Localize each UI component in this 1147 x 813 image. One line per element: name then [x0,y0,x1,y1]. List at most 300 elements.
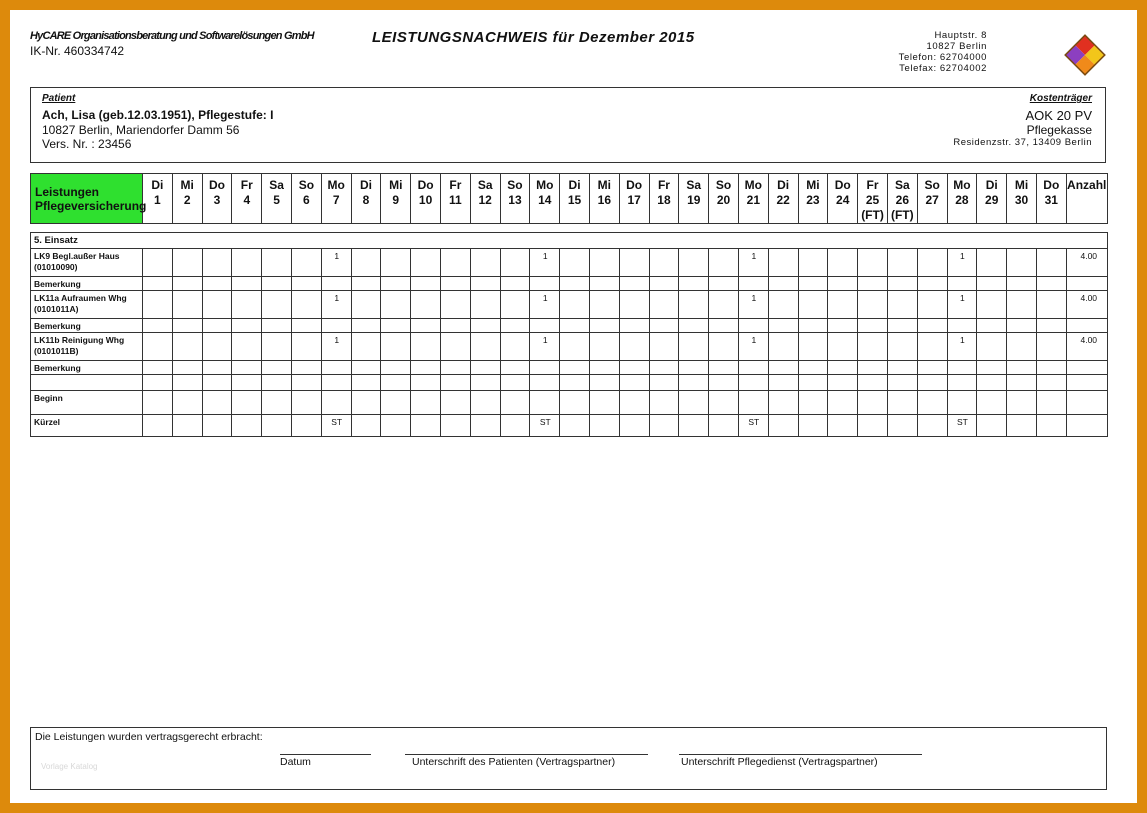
day-cell[interactable] [1036,375,1066,391]
day-cell[interactable] [172,319,202,333]
day-cell[interactable] [977,249,1007,277]
day-cell[interactable] [143,249,173,277]
day-cell[interactable] [858,333,888,361]
day-cell[interactable] [947,391,977,415]
day-cell[interactable] [887,361,917,375]
day-cell[interactable] [143,391,173,415]
day-cell[interactable] [262,361,292,375]
day-cell[interactable] [679,249,709,277]
day-cell[interactable] [560,415,590,437]
weekday-label: Sa [686,178,702,192]
day-cell[interactable] [381,361,411,375]
day-cell[interactable] [768,361,798,375]
day-cell[interactable] [440,319,470,333]
watermark-text: Vorlage Katalog [41,762,98,771]
day-cell[interactable] [1007,291,1037,319]
day-cell[interactable] [858,415,888,437]
day-cell[interactable] [172,361,202,375]
day-number: 25 [865,193,880,207]
day-cell[interactable] [917,291,947,319]
day-cell[interactable]: 1 [530,291,560,319]
day-cell[interactable] [143,277,173,291]
day-cell[interactable] [619,277,649,291]
day-cell[interactable] [470,361,500,375]
day-cell[interactable] [828,391,858,415]
day-cell[interactable] [232,291,262,319]
day-cell[interactable] [887,291,917,319]
day-cell[interactable] [440,375,470,391]
table-row [31,291,1108,319]
day-cell[interactable] [500,277,530,291]
day-cell[interactable] [321,277,351,291]
day-cell[interactable] [738,277,768,291]
day-cell[interactable] [619,249,649,277]
day-cell[interactable]: ST [947,415,977,437]
day-cell[interactable] [351,391,381,415]
day-cell[interactable] [947,277,977,291]
day-cell[interactable] [828,375,858,391]
day-cell[interactable] [768,277,798,291]
day-cell[interactable] [798,249,828,277]
day-cell[interactable] [828,415,858,437]
day-cell[interactable] [679,415,709,437]
day-cell[interactable] [1007,319,1037,333]
day-cell[interactable] [202,333,232,361]
day-cell[interactable] [619,361,649,375]
day-cell[interactable] [619,415,649,437]
day-cell[interactable] [1007,333,1037,361]
day-cell[interactable] [1007,415,1037,437]
day-cell[interactable] [887,415,917,437]
day-cell[interactable] [351,277,381,291]
day-cell[interactable] [232,391,262,415]
day-cell[interactable] [709,277,739,291]
day-cell[interactable] [768,391,798,415]
day-cell[interactable] [560,277,590,291]
day-cell[interactable] [470,277,500,291]
day-cell[interactable] [858,319,888,333]
day-cell[interactable] [887,391,917,415]
day-cell[interactable] [440,277,470,291]
day-cell[interactable] [977,361,1007,375]
day-cell[interactable] [440,391,470,415]
day-cell[interactable] [291,375,321,391]
day-cell[interactable] [262,277,292,291]
day-cell[interactable] [649,391,679,415]
day-cell[interactable] [738,319,768,333]
day-cell[interactable] [1007,277,1037,291]
day-cell[interactable] [1036,333,1066,361]
day-cell[interactable] [828,277,858,291]
day-cell[interactable]: 1 [738,291,768,319]
day-cell[interactable] [500,249,530,277]
day-cell[interactable] [411,319,441,333]
day-cell[interactable] [202,249,232,277]
day-cell[interactable] [649,277,679,291]
day-cell[interactable] [440,415,470,437]
day-cell[interactable]: ST [738,415,768,437]
day-cell[interactable] [291,291,321,319]
day-cell[interactable] [411,249,441,277]
day-cell[interactable] [619,319,649,333]
day-cell[interactable] [798,391,828,415]
day-cell[interactable] [381,391,411,415]
day-cell[interactable] [232,277,262,291]
day-cell[interactable] [470,319,500,333]
day-cell[interactable] [560,333,590,361]
day-cell[interactable] [560,249,590,277]
day-cell[interactable] [977,277,1007,291]
day-cell[interactable] [709,375,739,391]
day-cell[interactable] [530,375,560,391]
day-cell[interactable] [1007,375,1037,391]
day-cell[interactable] [798,375,828,391]
day-cell[interactable] [470,249,500,277]
day-cell[interactable] [1036,291,1066,319]
day-cell[interactable] [291,415,321,437]
day-cell[interactable] [381,333,411,361]
weekday-label: Fr [657,178,670,192]
services-header-line2: Pflegeversicherung [35,198,147,213]
day-cell[interactable]: 1 [530,249,560,277]
day-cell[interactable] [291,277,321,291]
day-header-cell [649,174,679,224]
day-cell[interactable] [738,391,768,415]
weekday-label: Di [777,178,790,192]
day-cell[interactable] [202,375,232,391]
day-cell[interactable] [977,391,1007,415]
day-number: 12 [478,193,492,207]
day-header-cell [262,174,292,224]
table-row [31,375,1108,391]
day-cell[interactable]: 1 [321,333,351,361]
day-cell[interactable] [619,333,649,361]
day-cell[interactable] [887,277,917,291]
day-cell[interactable] [202,391,232,415]
day-cell[interactable] [589,333,619,361]
day-cell[interactable] [709,415,739,437]
day-cell[interactable] [351,249,381,277]
day-cell[interactable] [143,361,173,375]
day-cell[interactable] [679,291,709,319]
day-cell[interactable] [470,333,500,361]
day-cell[interactable] [470,391,500,415]
day-cell[interactable] [262,291,292,319]
day-cell[interactable] [232,375,262,391]
day-cell[interactable] [887,319,917,333]
day-cell[interactable] [560,361,590,375]
day-cell[interactable] [768,375,798,391]
day-cell[interactable] [917,361,947,375]
day-cell[interactable] [768,319,798,333]
day-cell[interactable] [589,249,619,277]
day-cell[interactable]: 1 [947,249,977,277]
day-cell[interactable] [589,415,619,437]
day-cell[interactable] [143,291,173,319]
day-cell[interactable] [709,291,739,319]
day-cell[interactable] [143,415,173,437]
weekday-label: So [298,178,315,192]
day-header-cell [709,174,739,224]
day-cell[interactable] [917,277,947,291]
day-cell[interactable] [649,415,679,437]
day-cell[interactable] [202,415,232,437]
day-cell[interactable] [411,361,441,375]
day-cell[interactable] [411,415,441,437]
day-cell[interactable] [172,415,202,437]
day-cell[interactable] [351,319,381,333]
day-cell[interactable] [917,333,947,361]
day-cell[interactable] [530,277,560,291]
day-cell[interactable] [500,319,530,333]
day-cell[interactable] [917,375,947,391]
day-cell[interactable] [202,277,232,291]
day-cell[interactable] [172,333,202,361]
day-cell[interactable] [887,333,917,361]
day-cell[interactable] [291,361,321,375]
day-cell[interactable] [589,391,619,415]
day-cell[interactable] [530,319,560,333]
day-cell[interactable] [411,391,441,415]
day-cell[interactable] [530,361,560,375]
day-cell[interactable] [649,291,679,319]
day-cell[interactable] [768,249,798,277]
day-cell[interactable] [470,415,500,437]
day-cell[interactable] [917,319,947,333]
day-cell[interactable] [798,361,828,375]
day-cell[interactable] [1007,391,1037,415]
day-cell[interactable] [589,319,619,333]
day-cell[interactable] [589,361,619,375]
day-cell[interactable] [381,249,411,277]
day-cell[interactable] [649,375,679,391]
table-row [31,277,1108,291]
day-header-cell [798,174,828,224]
day-cell[interactable]: 1 [947,333,977,361]
day-cell[interactable] [798,319,828,333]
day-cell[interactable] [232,361,262,375]
day-cell[interactable] [232,319,262,333]
day-cell[interactable] [858,391,888,415]
day-cell[interactable] [589,277,619,291]
day-cell[interactable] [1036,361,1066,375]
day-cell[interactable] [440,333,470,361]
day-cell[interactable] [351,291,381,319]
day-cell[interactable] [381,415,411,437]
day-cell[interactable] [679,391,709,415]
day-cell[interactable] [1036,249,1066,277]
day-cell[interactable] [589,375,619,391]
day-cell[interactable] [262,391,292,415]
day-cell[interactable]: 1 [738,249,768,277]
day-cell[interactable] [977,415,1007,437]
day-cell[interactable] [1036,319,1066,333]
day-cell[interactable] [828,291,858,319]
day-cell[interactable] [262,249,292,277]
day-cell[interactable] [560,319,590,333]
day-cell[interactable] [440,361,470,375]
day-cell[interactable] [1036,415,1066,437]
day-cell[interactable] [738,375,768,391]
day-cell[interactable] [828,333,858,361]
day-cell[interactable] [351,375,381,391]
day-cell[interactable] [649,249,679,277]
day-header-cell [232,174,262,224]
day-cell[interactable] [262,375,292,391]
day-cell[interactable] [828,319,858,333]
day-cell[interactable] [947,319,977,333]
day-cell[interactable] [858,361,888,375]
day-cell[interactable] [232,333,262,361]
day-cell[interactable] [143,333,173,361]
day-cell[interactable] [977,375,1007,391]
day-cell[interactable] [500,333,530,361]
day-cell[interactable] [977,319,1007,333]
day-cell[interactable] [709,319,739,333]
patient-label: Patient [42,93,76,104]
day-cell[interactable] [440,291,470,319]
day-cell[interactable] [828,249,858,277]
weekday-label: Fr [449,178,462,192]
day-cell[interactable] [649,361,679,375]
day-cell[interactable] [858,375,888,391]
day-cell[interactable] [381,375,411,391]
day-cell[interactable]: 1 [738,333,768,361]
company-logo-icon [1062,32,1108,78]
day-cell[interactable] [291,333,321,361]
day-cell[interactable] [1007,361,1037,375]
day-cell[interactable] [172,391,202,415]
day-cell[interactable] [560,291,590,319]
day-cell[interactable] [1036,391,1066,415]
day-cell[interactable] [828,361,858,375]
day-cell[interactable] [858,277,888,291]
day-cell[interactable] [560,375,590,391]
day-cell[interactable] [947,375,977,391]
day-cell[interactable] [500,291,530,319]
day-cell[interactable] [560,391,590,415]
day-cell[interactable] [977,333,1007,361]
day-cell[interactable] [798,291,828,319]
day-cell[interactable] [619,291,649,319]
day-cell[interactable] [798,415,828,437]
day-cell[interactable] [768,415,798,437]
day-cell[interactable] [321,361,351,375]
day-cell[interactable] [649,319,679,333]
day-cell[interactable] [768,333,798,361]
day-cell[interactable] [649,333,679,361]
day-cell[interactable] [709,391,739,415]
day-cell[interactable] [977,291,1007,319]
day-cell[interactable] [232,249,262,277]
day-cell[interactable] [887,249,917,277]
day-cell[interactable]: ST [321,415,351,437]
day-cell[interactable] [530,391,560,415]
day-cell[interactable] [619,391,649,415]
day-cell[interactable] [798,277,828,291]
day-cell[interactable] [917,391,947,415]
day-cell[interactable] [917,415,947,437]
day-cell[interactable] [262,319,292,333]
day-cell[interactable] [858,291,888,319]
day-cell[interactable] [351,361,381,375]
day-cell[interactable] [262,333,292,361]
day-cell[interactable] [947,361,977,375]
day-cell[interactable] [172,277,202,291]
patient-box [30,87,1106,163]
day-cell[interactable] [917,249,947,277]
day-cell[interactable] [291,391,321,415]
day-cell[interactable] [411,291,441,319]
day-cell[interactable] [709,249,739,277]
day-cell[interactable] [381,319,411,333]
day-cell[interactable] [709,333,739,361]
day-cell[interactable] [679,375,709,391]
day-cell[interactable] [232,415,262,437]
day-cell[interactable] [500,375,530,391]
day-cell[interactable] [589,291,619,319]
day-cell[interactable] [351,333,381,361]
day-cell[interactable] [143,375,173,391]
day-cell[interactable] [798,333,828,361]
day-cell[interactable]: 1 [321,249,351,277]
day-cell[interactable] [291,249,321,277]
day-cell[interactable] [321,375,351,391]
day-cell[interactable] [411,375,441,391]
day-cell[interactable] [500,361,530,375]
day-cell[interactable] [262,415,292,437]
day-cell[interactable] [411,333,441,361]
day-cell[interactable] [1007,249,1037,277]
day-cell[interactable] [679,333,709,361]
day-cell[interactable] [440,249,470,277]
day-cell[interactable] [709,361,739,375]
day-cell[interactable] [470,375,500,391]
day-cell[interactable] [143,319,173,333]
day-cell[interactable] [500,391,530,415]
day-cell[interactable]: 1 [530,333,560,361]
day-cell[interactable] [1036,277,1066,291]
day-cell[interactable]: ST [530,415,560,437]
day-cell[interactable] [351,415,381,437]
day-cell[interactable] [202,319,232,333]
day-cell[interactable] [172,249,202,277]
day-cell[interactable] [679,277,709,291]
day-cell[interactable] [500,415,530,437]
day-cell[interactable] [202,291,232,319]
day-cell[interactable] [679,361,709,375]
table-row [31,319,1108,333]
day-cell[interactable] [887,375,917,391]
day-cell[interactable] [858,249,888,277]
day-cell[interactable] [321,319,351,333]
day-cell[interactable] [321,391,351,415]
day-cell[interactable] [679,319,709,333]
day-cell[interactable] [172,291,202,319]
day-cell[interactable] [470,291,500,319]
day-cell[interactable] [411,277,441,291]
day-cell[interactable] [172,375,202,391]
day-cell[interactable] [381,277,411,291]
day-cell[interactable] [381,291,411,319]
day-cell[interactable] [619,375,649,391]
day-cell[interactable]: 1 [321,291,351,319]
day-cell[interactable]: 1 [947,291,977,319]
day-cell[interactable] [291,319,321,333]
day-cell[interactable] [768,291,798,319]
day-cell[interactable] [202,361,232,375]
day-cell[interactable] [738,361,768,375]
